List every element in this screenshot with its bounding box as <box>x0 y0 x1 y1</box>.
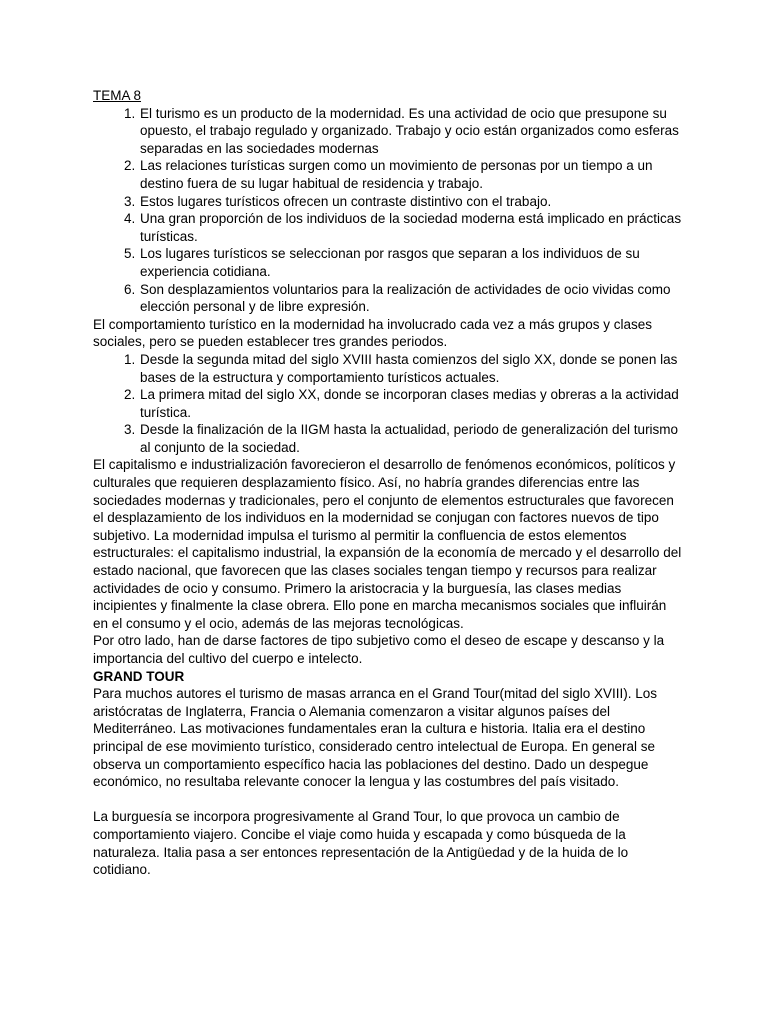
document-body <box>93 87 683 879</box>
paragraph-periods-intro: El comportamiento turístico en la modernidad ha involucrado cada vez a más grupos y clases sociales, pero se pueden establecer tres grandes periodos. <box>93 316 653 350</box>
periods-list <box>93 351 683 457</box>
list-item: 1. Desde la segunda mitad del siglo XVIII hasta comienzos del siglo XX, donde se ponen las bases de la estructura y comportamiento turísticos actuales. <box>139 351 683 386</box>
list-item: 4. Una gran proporción de los individuos de la sociedad moderna está implicado en prácticas turísticas. <box>139 210 683 245</box>
paragraph-spacer <box>93 791 683 809</box>
paragraph-bourgeoisie: La burguesía se incorpora progresivamente al Grand Tour, lo que provoca un cambio de comportamiento viajero. Concibe el viaje como huida y escapada y como búsqueda de la naturaleza. Italia pasa a ser entonces representación de la Antigüedad y de la huida de lo cotidiano. <box>93 809 629 878</box>
list-item: 2. Las relaciones turísticas surgen como un movimiento de personas por un tiempo a un destino fuera de su lugar habitual de residencia y trabajo. <box>139 157 683 192</box>
list-item: 3. Desde la finalización de la IIGM hasta la actualidad, periodo de generalización del turismo al conjunto de la sociedad. <box>139 421 683 456</box>
list-item: 1. El turismo es un producto de la modernidad. Es una actividad de ocio que presupone su opuesto, el trabajo regulado y organizado. Trabajo y ocio están organizados como esferas separadas en las sociedades modernas <box>139 105 683 158</box>
document-title: TEMA 8 <box>93 88 142 103</box>
paragraph-subjective-factors: Por otro lado, han de darse factores de tipo subjetivo como el deseo de escape y descanso y la importancia del cultivo del cuerpo e intelecto. <box>93 633 665 666</box>
list-item: 3. Estos lugares turísticos ofrecen un contraste distintivo con el trabajo. <box>139 193 683 211</box>
section-heading: GRAND TOUR <box>93 668 185 684</box>
list-item: 5. Los lugares turísticos se seleccionan por rasgos que separan a los individuos de su experiencia cotidiana. <box>139 245 683 280</box>
paragraph-capitalism: El capitalismo e industrialización favorecieron el desarrollo de fenómenos económicos, políticos y culturales que requieren desplazamiento físico. Así, no habría grandes diferencias entre las sociedades modernas y tradicionales, pero el conjunto de elementos estructurales que favorecen el desplazamiento de los individuos en la modernidad se conjugan con factores nuevos de tipo subjetivo. La modernidad impulsa el turismo al permitir la confluencia de estos elementos estructurales: el capitalismo industrial, la expansión de la economía de mercado y el desarrollo del estado nacional, que favorecen que las clases sociales tengan tiempo y recursos para realizar actividades de ocio y consumo. Primero la aristocracia y la burguesía, las clases medias incipientes y finalmente la clase obrera. Ello pone en marcha mecanismos sociales que influirán en el consumo y el ocio, además de las mejoras tecnológicas. <box>93 457 682 631</box>
paragraph-grand-tour: Para muchos autores el turismo de masas arranca en el Grand Tour(mitad del siglo XVIII). Los aristócratas de Inglaterra, Francia o Alemania comenzaron a visitar algunos países del Mediterráneo. Las motivaciones fundamentales eran la cultura e historia. Italia era el destino principal de ese movimiento turístico, considerado centro intelectual de Europa. En general se observa un comportamiento específico hacia las poblaciones del destino. Dado un despegue económico, no resultaba relevante conocer la lengua y las costumbres del país visitado. <box>93 686 658 790</box>
characteristics-list <box>93 105 683 316</box>
list-item: 2. La primera mitad del siglo XX, donde se incorporan clases medias y obreras a la actividad turística. <box>139 386 683 421</box>
list-item: 6. Son desplazamientos voluntarios para la realización de actividades de ocio vividas como elección personal y de libre expresión. <box>139 281 683 316</box>
